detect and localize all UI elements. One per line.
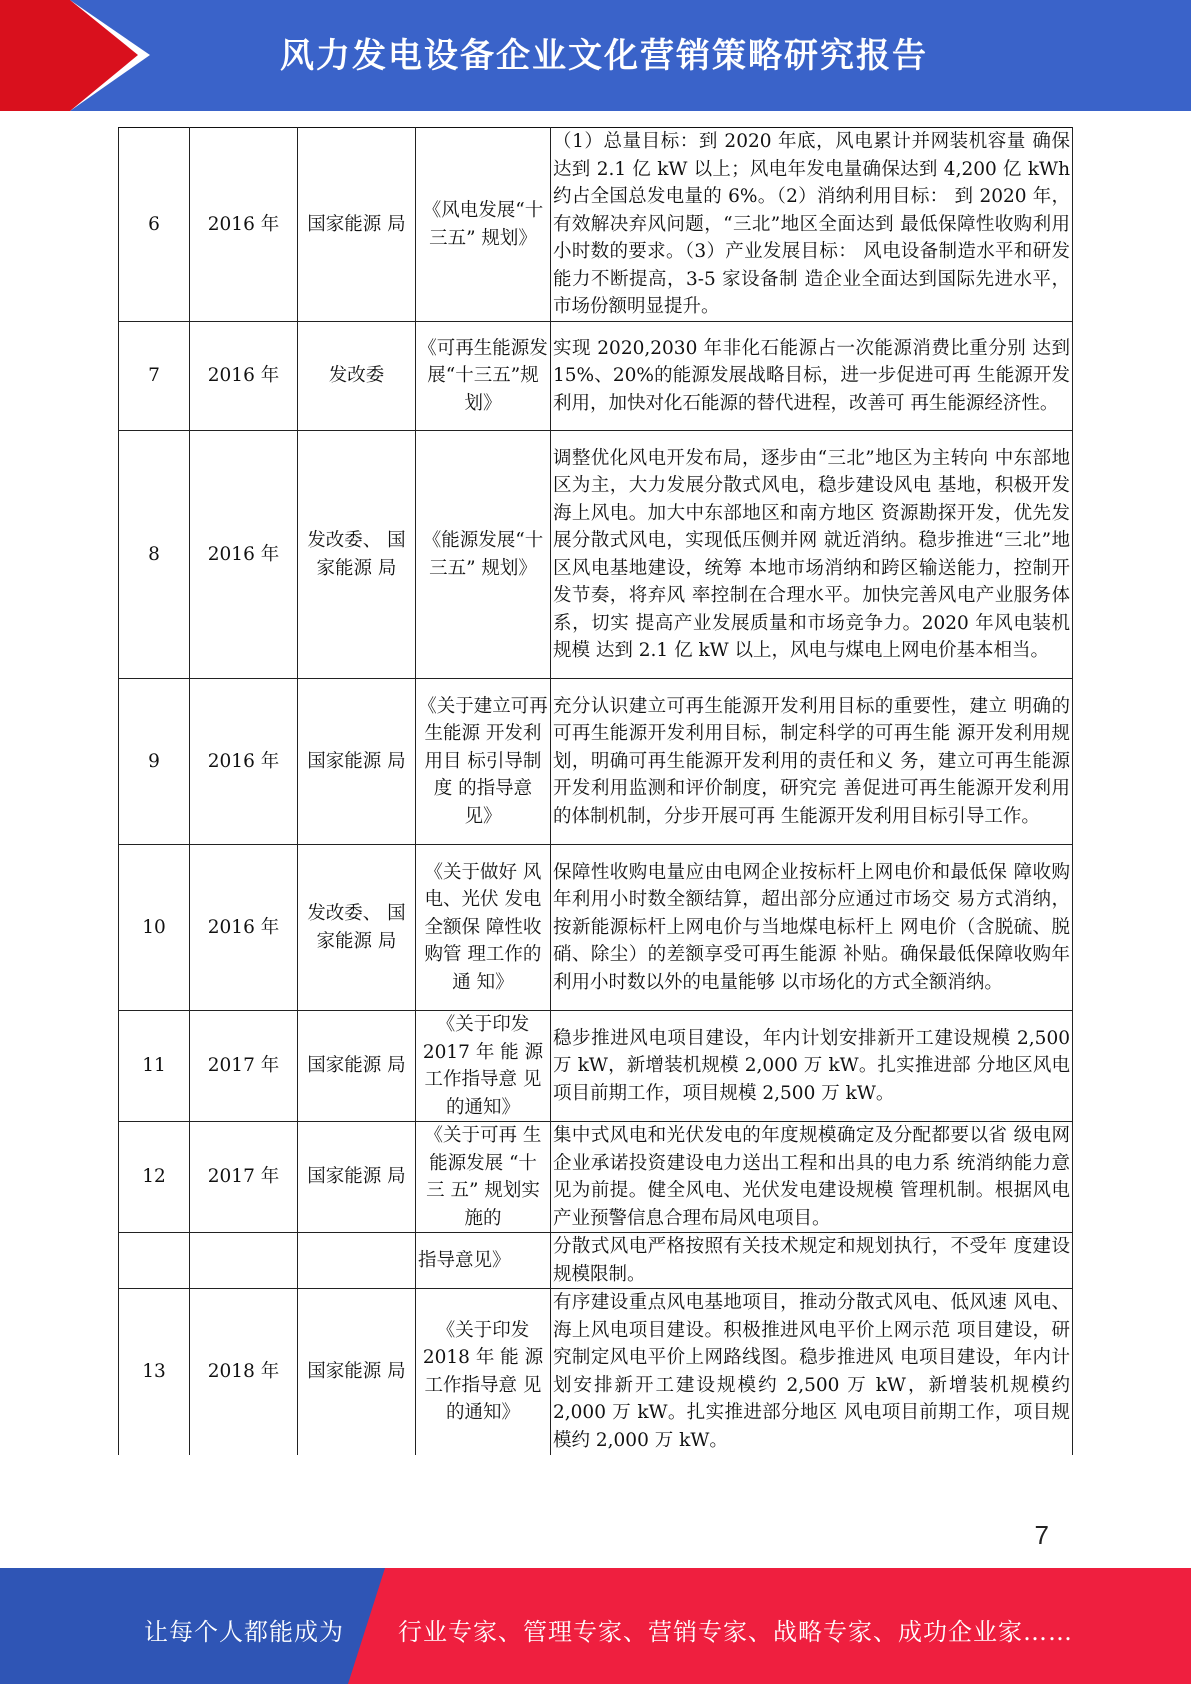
page-header (0, 0, 1191, 111)
row-description: 保障性收购电量应由电网企业按标杆上网电价和最低保 障收购年利用小时数全额结算，超出部分应通过市场交 易方式消纳，按新能源标杆上网电价与当地煤电标杆上 网电价（含脱硫、脱硝、除尘）的差额享受可再生能源 补贴。确保最低保障收购年利用小时数以外的电量能够 以市场化的方式全额消纳。 (551, 845, 1073, 1011)
row-document: 《关于做好 风电、光伏 发电全额保 障性收购管 理工作的通 知》 (416, 845, 551, 1011)
row-org: 国家能源 局 (298, 1289, 416, 1455)
page-number: 7 (1034, 1520, 1049, 1550)
row-document: 《能源发展“十三五” 规划》 (416, 431, 551, 679)
page-footer (0, 1568, 1191, 1684)
row-number: 9 (119, 679, 190, 845)
table-row (119, 128, 1073, 322)
row-document: 《风电发展“十三五” 规划》 (416, 128, 551, 322)
row-year: 2016 年 (190, 845, 298, 1011)
table-row (119, 322, 1073, 431)
row-document: 《关于印发 2017 年 能 源 工作指导意 见的通知》 (416, 1011, 551, 1122)
row-year: 2017 年 (190, 1122, 298, 1233)
row-document: 《关于印发 2018 年 能 源 工作指导意 见的通知》 (416, 1289, 551, 1455)
policy-table (118, 127, 1073, 1455)
row-document: 指导意见》 (416, 1233, 551, 1289)
row-number: 10 (119, 845, 190, 1011)
row-org (298, 1233, 416, 1289)
row-year: 2016 年 (190, 128, 298, 322)
row-number: 13 (119, 1289, 190, 1455)
row-description: 集中式风电和光伏发电的年度规模确定及分配都要以省 级电网企业承诺投资建设电力送出工程和出具的电力系 统消纳能力意见为前提。健全风电、光伏发电建设规模 管理机制。根据风电产业预警信息合理布局风电项目。 (551, 1122, 1073, 1233)
row-org: 国家能源 局 (298, 679, 416, 845)
row-year: 2016 年 (190, 322, 298, 431)
row-year: 2016 年 (190, 431, 298, 679)
row-year (190, 1233, 298, 1289)
table-row (119, 431, 1073, 679)
table-row (119, 1011, 1073, 1122)
row-description: 实现 2020,2030 年非化石能源占一次能源消费比重分别 达到 15%、20%的能源发展战略目标，进一步促进可再 生能源开发利用，加快对化石能源的替代进程，改善可 再生能源经济性。 (551, 322, 1073, 431)
row-number: 12 (119, 1122, 190, 1233)
footer-slogan-right: 行业专家、管理专家、营销专家、战略专家、成功企业家…… (398, 1618, 1073, 1646)
header-red-block (0, 0, 70, 111)
row-number: 11 (119, 1011, 190, 1122)
row-description: 分散式风电严格按照有关技术规定和规划执行，不受年 度建设规模限制。 (551, 1233, 1073, 1289)
row-number: 8 (119, 431, 190, 679)
row-document: 《关于可再 生能源发展 “十 三 五” 规划实施的 (416, 1122, 551, 1233)
row-number: 6 (119, 128, 190, 322)
row-description: 稳步推进风电项目建设，年内计划安排新开工建设规模 2,500 万 kW，新增装机规模 2,000 万 kW。扎实推进部 分地区风电项目前期工作，项目规模 2,500 万 kW。 (551, 1011, 1073, 1122)
table-row (119, 1122, 1073, 1233)
table-row (119, 845, 1073, 1011)
row-org: 国家能源 局 (298, 128, 416, 322)
row-number (119, 1233, 190, 1289)
footer-blue-slant (348, 1568, 385, 1684)
table-row (119, 679, 1073, 845)
row-org: 国家能源 局 (298, 1011, 416, 1122)
report-title: 风力发电设备企业文化营销策略研究报告 (280, 36, 928, 76)
row-year: 2016 年 (190, 679, 298, 845)
row-description: 有序建设重点风电基地项目，推动分散式风电、低风速 风电、海上风电项目建设。积极推进风电平价上网示范 项目建设，研究制定风电平价上网路线图。稳步推进风 电项目建设，年内计划安排新开工建设规模约 2,500 万 kW，新增装机规模约 2,000 万 kW。扎实推进部分地区 风电项目前期工作，项目规模约 2,000 万 kW。 (551, 1289, 1073, 1455)
table-row (119, 1233, 1073, 1289)
table-row (119, 1289, 1073, 1455)
header-red-arrow (70, 0, 138, 111)
row-document: 《关于建立可再生能源 开发利用目 标引导制度 的指导意 见》 (416, 679, 551, 845)
footer-slogan-left: 让每个人都能成为 (144, 1618, 344, 1646)
row-org: 发改委 (298, 322, 416, 431)
row-year: 2018 年 (190, 1289, 298, 1455)
row-org: 发改委、 国家能源 局 (298, 845, 416, 1011)
row-description: 充分认识建立可再生能源开发利用目标的重要性，建立 明确的可再生能源开发利用目标，制定科学的可再生能 源开发利用规划，明确可再生能源开发利用的责任和义 务，建立可再生能源开发利用监测和评价制度，研究完 善促进可再生能源开发利用的体制机制，分步开展可再 生能源开发利用目标引导工作。 (551, 679, 1073, 845)
row-description: 调整优化风电开发布局，逐步由“三北”地区为主转向 中东部地区为主，大力发展分散式风电，稳步建设风电 基地，积极开发海上风电。加大中东部地区和南方地区 资源勘探开发，优先发展分散式风电，实现低压侧并网 就近消纳。稳步推进“三北”地区风电基地建设，统筹 本地市场消纳和跨区输送能力，控制开发节奏，将弃风 率控制在合理水平。加快完善风电产业服务体系，切实 提高产业发展质量和市场竞争力。2020 年风电装机规模 达到 2.1 亿 kW 以上，风电与煤电上网电价基本相当。 (551, 431, 1073, 679)
row-document: 《可再生能源发展“十三五”规 划》 (416, 322, 551, 431)
row-org: 国家能源 局 (298, 1122, 416, 1233)
row-description: （1）总量目标：到 2020 年底，风电累计并网装机容量 确保达到 2.1 亿 kW 以上；风电年发电量确保达到 4,200 亿 kWh约占全国总发电量的 6%。（2）消纳利用目标： 到 2020 年，有效解决弃风问题，“三北”地区全面达到 最低保障性收购利用小时数的要求。（3）产业发展目标： 风电设备制造水平和研发能力不断提高，3-5 家设备制 造企业全面达到国际先进水平，市场份额明显提升。 (551, 128, 1073, 322)
row-year: 2017 年 (190, 1011, 298, 1122)
row-number: 7 (119, 322, 190, 431)
row-org: 发改委、 国家能源 局 (298, 431, 416, 679)
